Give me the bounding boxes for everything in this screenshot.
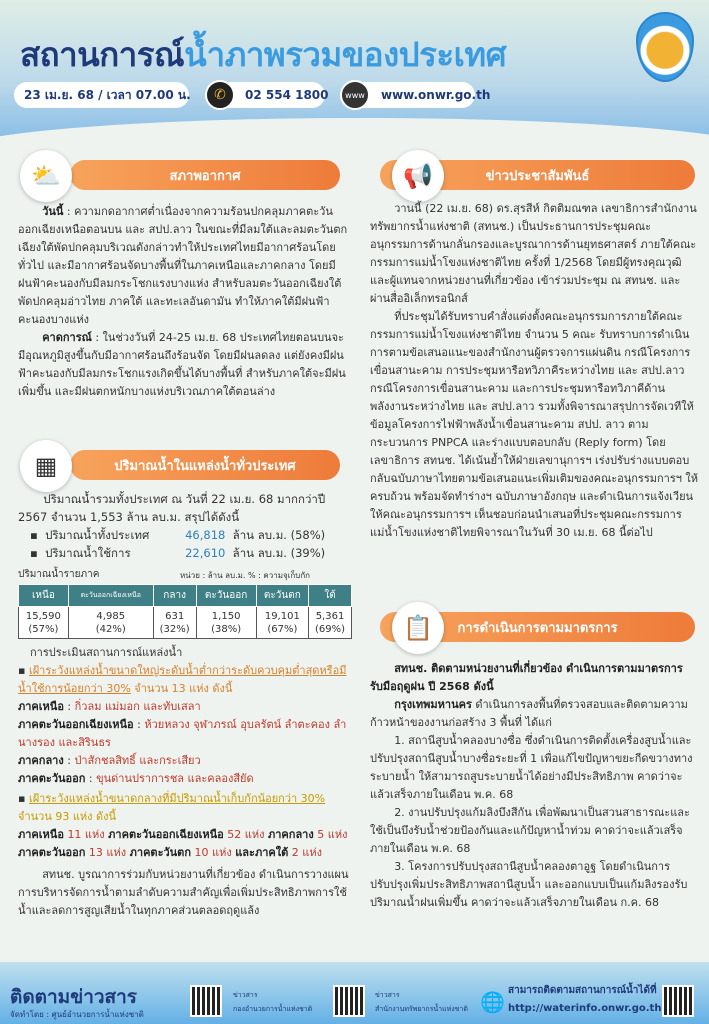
news-header: ข่าวประชาสัมพันธ์ — [380, 160, 695, 190]
qr-code-waterinfo[interactable] — [662, 985, 694, 1017]
table-cell: 4,985 (42%) — [68, 607, 153, 639]
water-header: ปริมาณน้ำในแหล่งน้ำทั่วประเทศ — [70, 450, 340, 480]
phone-pill[interactable]: 02 554 1800 — [215, 82, 325, 108]
news-text: วานนี้ (22 เม.ย. 68) ดร.สุรสีห์ กิตติมณฑล เลขาธิการสำนักงานทรัพยากรน้ำแห่งชาติ (สทนช.) เป็นประธานการประชุมคณะอนุกรรมการด้านกลั่นกรองและบูรณาการด้านยุทธศาสตร์ ภายใต้คณะกรรมการแม่น้ำโขงแห่งชาติไทย ครั้งที่ 1/2568 โดยมีผู้ทรงคุณวุฒิและผู้แทนจากหน่วยงานที่เกี่ยวข้อง เข้าร่วมประชุม ณ สทนช. และผ่านสื่ออิเล็กทรอนิกส์ ที่ประชุมได้รับทราบคำสั่งแต่งตั้งคณะอนุกรรมการภายใต้คณะกรรมการแม่น้ำโขงแห่งชาติไทย จำนวน 5 คณะ รับทราบการดำเนินการตามข้อเสนอแนะของสำนักงานผู้ตรวจการแผ่นดิน กรณีโครงการเขื่อนสานะคาม การประชุมหารือทวิภาคีระหว่างไทย และ สปป.ลาว กรณีโครงการเขื่อนสานะคาม และการประชุมหารือทวิภาคีด้านพลังงานระหว่างไทย และ สปป.ลาว รวมทั้งพิจารณาสรุปการจัดเวทีให้ข้อมูลโครงการไฟฟ้าพลังน้ำเขื่อนสานะคาม สปป. ลาว ตามกระบวนการ PNPCA และร่างแบบตอบกลับ (Reply form) โดย เลขาธิการ สทนช. ได้เน้นย้ำให้ฝ่ายเลขานุการฯ เร่งปรับร่างแบบตอบกลับฉบับภาษาไทยตามข้อเสนอแนะเพิ่มเติมของคณะอนุกรรมการฯ ให้ครบถ้วน พร้อมจัดทำร่างฯ ฉบับภาษาอังกฤษ และดำเนินการแจ้งเวียนให้คณะอนุกรรมการฯ เห็นชอบก่อนนำเสนอที่ประชุมคณะกรรมการแม่น้ำโขงแห่งชาติไทยพิจารณาในวันที่ 30 เม.ย. 68 นี้ต่อไป — [370, 202, 699, 539]
website-pill[interactable]: www.onwr.go.th — [345, 82, 475, 108]
www-icon: www — [340, 80, 370, 110]
date-pill: 23 เม.ย. 68 / เวลา 07.00 น. — [14, 82, 189, 108]
table-cell: 1,150 (38%) — [196, 607, 256, 639]
track-text: สามารถติดตามสถานการณ์น้ำได้ที่ — [508, 985, 657, 996]
region-label: ปริมาณน้ำรายภาค — [18, 569, 100, 580]
table-cell: 19,101 (67%) — [256, 607, 308, 639]
weather-icon: ⛅ — [20, 150, 72, 202]
phone-icon: ✆ — [205, 80, 235, 110]
measures-text: สทนช. ติดตามหน่วยงานที่เกี่ยวข้อง ดำเนินการตามมาตรการรับมือฤดูฝน ปี 2568 ดังนี้ กรุงเทพมหานคร ดำเนินการลงพื้นที่ตรวจสอบและติดตามความก้าวหน้าของงานก่อสร้าง 3 พื้นที่ ได้แก่ 1. สถานีสูบน้ำคลองบางซื่อ ซึ่งดำเนินการติดตั้งเครื่องสูบน้ำและปรับปรุงสถานีสูบน้ำบางซื่อระยะที่ 1 เพื่อแก้ไขปัญหาขยะกีดขวางทางระบายน้ำ ให้สามารถสูบระบายน้ำได้อย่างมีประสิทธิภาพ คาดว่าจะแล้วเสร็จภายในเดือน พ.ค. 68 2. งานปรับปรุงแก้มลิงบึงสีกัน เพื่อพัฒนาเป็นสวนสาธารณะและใช้เป็นบึงรับน้ำช่วยป้องกันและแก้ปัญหาน้ำท่วม คาดว่าจะแล้วเสร็จภายในเดือน พ.ค. 68 3. โครงการปรับปรุงสถานีสูบน้ำคลองตาอูฐ โดยดำเนินการปรับปรุงเพิ่มประสิทธิภาพสถานีสูบน้ำ และออกแบบเป็นแก้มลิงรองรับปริมาณน้ำฝนเพิ่มขึ้น คาดว่าจะแล้วเสร็จภายในเดือน ก.ค. 68 — [370, 662, 693, 909]
weather-text: วันนี้ : ความกดอากาศต่ำเนื่องจากความร้อนปกคลุมภาคตะวันออกเฉียงเหนือตอนบน และ สปป.ลาว ในขณะที่มีลมใต้และลมตะวันตกเฉียงใต้พัดปกคลุมบริเวณดังกล่าวทำให้ประเทศไทยมีอากาศร้อนโดยทั่วไป และมีอากาศร้อนจัดบางพื้นที่ในภาคเหนือและภาคกลาง โดยมีฝนฟ้าคะนองกับมีลมกระโชกแรงบางแห่ง สำหรับลมตะวันออกเฉียงใต้พัดปกคลุมอ่าวไทย ภาคใต้ และทะเลอันดามัน ทำให้ภาคใต้มีฝนฟ้าคะนองบางแห่ง คาดการณ์ : ในช่วงวันที่ 24-25 เม.ย. 68 ประเทศไทยตอนบนจะมีอุณหภูมิสูงขึ้นกับมีอากาศร้อนถึงร้อนจัด โดยมีฝนลดลง แต่ยังคงมีฝนฟ้าคะนองกับมีลมกระโชกแรงเกิดขึ้นได้บางพื้นที่ สำหรับภาคใต้จะมีฝนเพิ่มขึ้น และมีฝนตกหนักบางแห่งบริเวณภาคใต้ตอนล่าง — [18, 205, 348, 398]
water-summary: ปริมาณน้ำรวมทั้งประเทศ ณ วันที่ 22 เม.ย. 68 มากกว่าปี 2567 จำนวน 1,553 ล้าน ลบ.ม. สรุปได้ดังนี้ ▪ ปริมาณน้ำทั้งประเทศ 46,818 ล้าน ลบ.ม. (58%) ▪ ปริมาณน้ำใช้การ 22,610 ล้าน ลบ.ม. (39%) — [18, 490, 353, 562]
qr-code-onwr[interactable] — [333, 985, 365, 1017]
table-cell: 631 (32%) — [153, 607, 196, 639]
measures-header: การดำเนินการตามมาตรการ — [380, 612, 695, 642]
globe-icon: 🌐 — [480, 990, 505, 1014]
table-cell: 15,590 (57%) — [19, 607, 69, 639]
table-cell: 5,361 (69%) — [309, 607, 352, 639]
qr-code-nwc[interactable] — [190, 985, 222, 1017]
weather-header: สภาพอากาศ — [70, 160, 340, 190]
unit-note: หน่วย : ล้าน ลบ.ม. % : ความจุเก็บกัก — [180, 571, 311, 580]
page-title: สถานการณ์น้ำภาพรวมของประเทศ — [20, 35, 507, 74]
measures-icon: 📋 — [392, 602, 444, 654]
water-item: ▪ ปริมาณน้ำทั้งประเทศ 46,818 ล้าน ลบ.ม. (58%) — [30, 528, 326, 542]
megaphone-icon: 📢 — [392, 150, 444, 202]
water-item: ▪ ปริมาณน้ำใช้การ 22,610 ล้าน ลบ.ม. (39%) — [30, 546, 326, 560]
assessment: การประเมินสถานการณ์แหล่งน้ำ ▪ เฝ้าระวังแหล่งน้ำขนาดใหญ่ระดับน้ำต่ำกว่าระดับควบคุมต่ำสุดหรือมีน้ำใช้การน้อยกว่า 30% จำนวน 13 แห่ง ดังนี้ ภาคเหนือ : กิ่วลม แม่มอก และทับเสลา ภาคตะวันออกเฉียงเหนือ : ห้วยหลวง จุฬาภรณ์ อุบลรัตน์ ลำตะคอง ลำนางรอง และสิรินธร ภาคกลาง : ป่าสักชลสิทธิ์ และกระเสียว ภาคตะวันออก : ขุนด่านปราการชล และคลองสียัด ▪ เฝ้าระวังแหล่งน้ำขนาดกลางที่มีปริมาณน้ำเก็บกักน้อยกว่า 30% จำนวน 93 แห่ง ดังนี้ ภาคเหนือ 11 แห่ง ภาคตะวันออกเฉียงเหนือ 52 แห่ง ภาคกลาง 5 แห่ง ภาคตะวันออก 13 แห่ง ภาคตะวันตก 10 แห่ง และภาคใต้ 2 แห่ง สทนช. บูรณาการร่วมกับหน่วยงานที่เกี่ยวข้อง ดำเนินการวางแผนการบริหารจัดการน้ำตามลำดับความสำคัญเพื่อเพิ่มประสิทธิภาพการใช้น้ำและลดการสูญเสียน้ำในทุกภาคส่วนตลอดฤดูแล้ง — [18, 646, 349, 917]
waterinfo-link[interactable]: http://waterinfo.onwr.go.th — [508, 1003, 662, 1014]
reservoir-icon: ▦ — [20, 440, 72, 492]
region-table: เหนือ ตะวันออกเฉียงเหนือ กลาง ตะวันออก ตะวันตก ใต้ 15,590 (57%) 4,985 (42%) 631 (32%) 1,150 (38%) 19,101 (67%) 5,361 (69%) — [18, 584, 352, 639]
footer-follow: ติดตามข่าวสาร — [10, 986, 138, 1008]
footer-organizer: จัดทำโดย : ศูนย์อำนวยการน้ำแห่งชาติ — [10, 1010, 144, 1019]
